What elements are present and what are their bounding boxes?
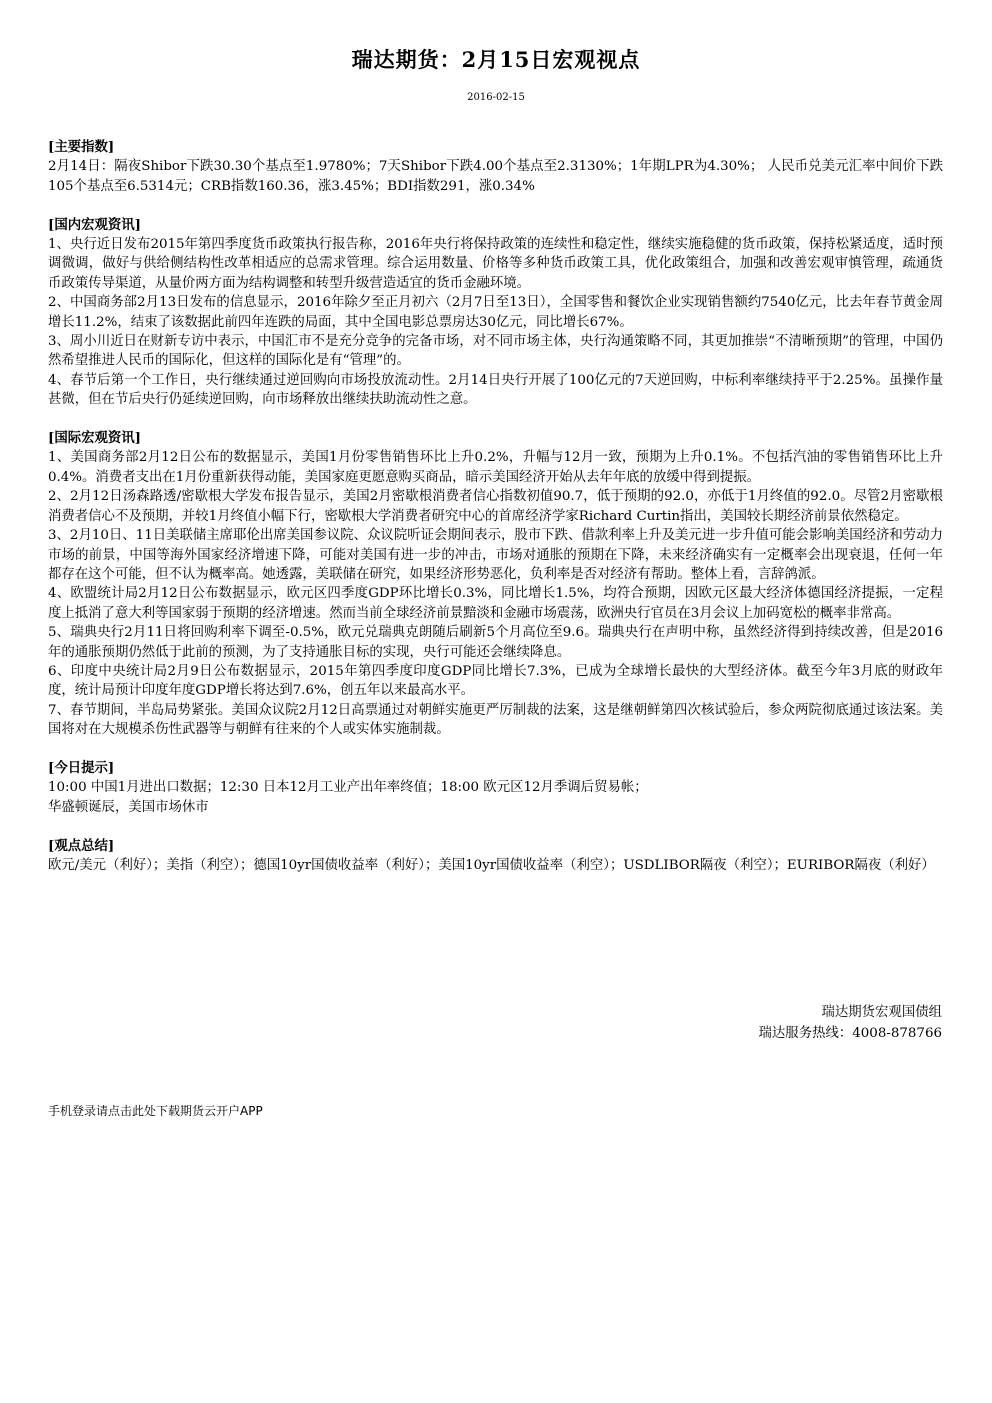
section-international-macro-news (48, 429, 943, 740)
section-heading: [今日提示] (48, 759, 115, 776)
section-main-indices (48, 138, 943, 196)
section-heading: [国际宏观资讯] (48, 430, 142, 447)
page-title: 瑞达期货：2月15日宏观视点 (351, 47, 641, 72)
section-paragraph: 2月14日：隔夜Shibor下跌30.30个基点至1.9780%；7天Shibor下跌4.00个基点至2.3130%；1年期LPR为4.30%； 人民币兑美元汇率中间价下跌105个基点至6.5314元；CRB指数160.36，涨3.45%；BDI指数291，涨0.34% (48, 159, 943, 194)
section-paragraph: 7、春节期间，半岛局势紧张。美国众议院2月12日高票通过对朝鲜实施更严厉制裁的法案，这是继朝鲜第四次核试验后，参众两院彻底通过该法案。美国将对在大规模杀伤性武器等与朝鲜有往来的个人或实体实施制裁。 (48, 702, 943, 738)
section-paragraph: 1、美国商务部2月12日公布的数据显示，美国1月份零售销售环比上升0.2%，升幅与12月一致，预期为上升0.1%。不包括汽油的零售销售环比上升0.4%。消费者支出在1月份重新获得动能，美国家庭更愿意购买商品，暗示美国经济开始从去年年底的放缓中得到提振。 (48, 450, 943, 485)
section-paragraph: 5、瑞典央行2月11日将回购利率下调至-0.5%，欧元兑瑞典克朗随后刷新5个月高位至9.6。瑞典央行在声明中称，虽然经济得到持续改善，但是2016年的通胀预期仍然低于此前的预测，为了支持通胀目标的实现，央行可能还会继续降息。 (48, 625, 943, 660)
section-paragraph: 3、2月10日、11日美联储主席耶伦出席美国参议院、众议院听证会期间表示，股市下跌、借款利率上升及美元进一步升值可能会影响美国经济和劳动力市场的前景，中国等海外国家经济增速下降，可能对美国有进一步的冲击，市场对通胀的预期在下降，未来经济确实有一定概率会出现衰退，任何一年都存在这个可能，但不认为概率高。她透露，美联储在研究，如果经济形势恶化，负利率是否对经济有帮助。整体上看，言辞鸽派。 (48, 528, 943, 582)
section-heading: [观点总结] (48, 837, 115, 854)
section-heading: [国内宏观资讯] (48, 216, 142, 233)
article-body (48, 138, 943, 895)
section-domestic-macro-news (48, 216, 943, 410)
section-paragraph: 华盛顿诞辰，美国市场休市 (48, 799, 209, 815)
section-view-summary (48, 837, 943, 876)
section-paragraph: 欧元/美元（利好）；美指（利空）；德国10yr国债收益率（利好）；美国10yr国债收益率（利空）；USDLIBOR隔夜（利空）；EURIBOR隔夜（利好） (48, 857, 935, 873)
section-heading: [主要指数] (48, 139, 115, 155)
signature-hotline: 瑞达服务热线：4008-878766 (758, 1026, 942, 1041)
section-paragraph: 2、中国商务部2月13日发布的信息显示，2016年除夕至正月初六（2月7日至13日），全国零售和餐饮企业实现销售额约7540亿元，比去年春节黄金周增长11.2%，结束了该数据此前四年连跌的局面，其中全国电影总票房达30亿元，同比增长67%。 (48, 295, 943, 330)
section-paragraph: 10:00 中国1月进出口数据；12:30 日本12月工业产出年率终值；18:00 欧元区12月季调后贸易帐； (48, 780, 648, 796)
publish-date: 2016-02-15 (467, 92, 525, 103)
section-paragraph: 1、央行近日发布2015年第四季度货币政策执行报告称，2016年央行将保持政策的连续性和稳定性，继续实施稳健的货币政策，保持松紧适度，适时预调微调，做好与供给侧结构性改革相适应的总需求管理。综合运用数量、价格等多种货币政策工具，优化政策组合，加强和改善宏观审慎管理，疏通货币政策传导渠道，从量价两方面为结构调整和转型升级营造适宜的货币金融环境。 (48, 237, 943, 291)
section-paragraph: 3、周小川近日在财新专访中表示，中国汇市不是充分竞争的完备市场，对不同市场主体，央行沟通策略不同，其更加推崇“不清晰预期”的管理，中国仍然希望推进人民币的国际化，但这样的国际化是有“管理”的。 (48, 334, 943, 369)
signature-group: 瑞达期货宏观国债组 (821, 1005, 942, 1020)
section-paragraph: 6、印度中央统计局2月9日公布数据显示，2015年第四季度印度GDP同比增长7.3%，已成为全球增长最快的大型经济体。截至今年3月底的财政年度，统计局预计印度年度GDP增长将达到7.6%，创五年以来最高水平。 (48, 663, 943, 699)
section-paragraph: 4、春节后第一个工作日，央行继续通过逆回购向市场投放流动性。2月14日央行开展了100亿元的7天逆回购，中标利率继续持平于2.25%。虽操作量甚微，但在节后央行仍延续逆回购，向市场释放出继续扶助流动性之意。 (48, 372, 943, 408)
section-paragraph: 4、欧盟统计局2月12日公布数据显示，欧元区四季度GDP环比增长0.3%，同比增长1.5%，均符合预期，因欧元区最大经济体德国经济提振，一定程度上抵消了意大利等国家弱于预期的经济增速。然而当前全球经济前景黯淡和金融市场震荡，欧洲央行官员在3月会议上加码宽松的概率非常高。 (48, 586, 943, 621)
app-download-link[interactable]: 手机登录请点击此处下载期货云开户APP (48, 1104, 263, 1118)
signature-block (759, 1002, 942, 1044)
section-paragraph: 2、2月12日汤森路透/密歇根大学发布报告显示，美国2月密歇根消费者信心指数初值90.7，低于预期的92.0，亦低于1月终值的92.0。尽管2月密歇根消费者信心不及预期，并较1月终值小幅下行，密歇根大学消费者研究中心的首席经济学家Richard Curtin指出，美国较长期经济前景依然稳定。 (48, 489, 943, 524)
section-today-tips (48, 759, 943, 817)
